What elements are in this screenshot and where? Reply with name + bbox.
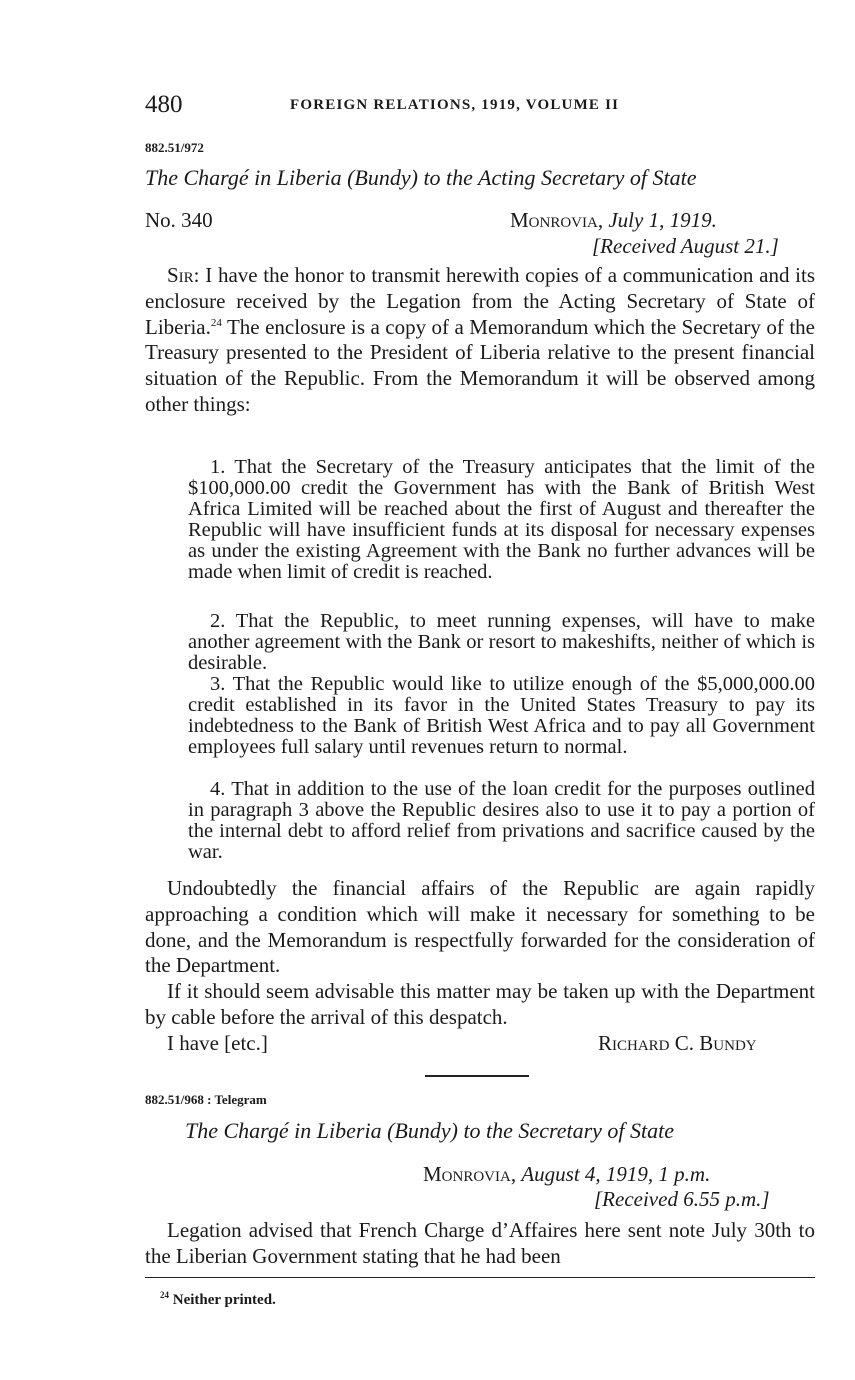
place-name: Monrovia,: [510, 208, 604, 232]
intro-text-2: The enclosure is a copy of a Memorandum which the Secretary of the Treasury presented to the President of Liberia relative to the present financial situation of the Republic. From the Memorandum it will be observed among other things:: [145, 314, 815, 416]
telegram-date: August 4, 1919, 1 p.m.: [521, 1162, 711, 1186]
footnote-rule: [145, 1277, 815, 1278]
place-date-line-1: [510, 208, 717, 233]
place-name-2: Monrovia,: [423, 1162, 517, 1186]
memo-item-4: 4. That in addition to the use of the loan credit for the purposes outlined in paragraph 3 above the Republic desires also to use it to pay a portion of the internal debt to afford relief from privations and sacrifice caused by the war.: [188, 778, 815, 863]
despatch-date: July 1, 1919.: [608, 208, 717, 232]
intro-text-1: I have the honor to transmit herewith copies of a communication and its enclosure received by the Legation from the Acting Secretary of State of Liberia.: [145, 263, 816, 339]
intro-paragraph: [145, 263, 815, 418]
file-number-968: 882.51/968 : Telegram: [145, 1092, 267, 1107]
signature: Richard C. Bundy: [598, 1031, 757, 1055]
telegram-body: Legation advised that French Charge d’Affaires here sent note July 30th to the Liberian Government stating that he had been: [145, 1218, 815, 1268]
received-time-2: [Received 6.55 p.m.]: [594, 1187, 770, 1211]
cable-paragraph: If it should seem advisable this matter may be taken up with the Department by cable before the arrival of this despatch.: [145, 979, 815, 1029]
running-head-title: FOREIGN RELATIONS, 1919, VOLUME II: [290, 97, 620, 113]
memo-item-3: 3. That the Republic would like to utilize enough of the $5,000,000.00 credit established in its favor in the United States Treasury to pay its indebtedness to the Bank of British West Africa and to pay all Government employees full salary until revenues return to normal.: [188, 673, 815, 758]
despatch-number: No. 340: [145, 208, 213, 232]
place-date-line-2: [423, 1162, 710, 1187]
received-date-1: [Received August 21.]: [592, 234, 779, 258]
memo-item-2: 2. That the Republic, to meet running expenses, will have to make another agreement with the Bank or resort to makeshifts, neither of which is desirable.: [188, 610, 815, 674]
section-divider: [425, 1075, 529, 1077]
salutation: Sir:: [167, 263, 200, 287]
footnote-24: [160, 1290, 276, 1309]
document-heading-1: The Chargé in Liberia (Bundy) to the Acting Secretary of State: [145, 165, 697, 190]
document-heading-2: The Chargé in Liberia (Bundy) to the Secretary of State: [185, 1118, 675, 1143]
file-number-972: 882.51/972: [145, 140, 204, 155]
footnote-ref-24: 24: [210, 316, 222, 329]
page-number: 480: [145, 91, 183, 118]
footnote-text: Neither printed.: [172, 1292, 276, 1308]
closing: I have [etc.]: [167, 1031, 268, 1055]
conclusion-paragraph: Undoubtedly the financial affairs of the Republic are again rapidly approaching a condition which will make it necessary for something to be done, and the Memorandum is respectfully forwarded for the consideration of the Department.: [145, 876, 815, 978]
memo-item-1: 1. That the Secretary of the Treasury anticipates that the limit of the $100,000.00 credit the Government has with the Bank of British West Africa Limited will be reached about the first of August and thereafter the Republic will have insufficient funds at its disposal for necessary expenses as under the existing Agreement with the Bank no further advances will be made when limit of credit is reached.: [188, 456, 815, 583]
footnote-marker: 24: [160, 1290, 169, 1300]
